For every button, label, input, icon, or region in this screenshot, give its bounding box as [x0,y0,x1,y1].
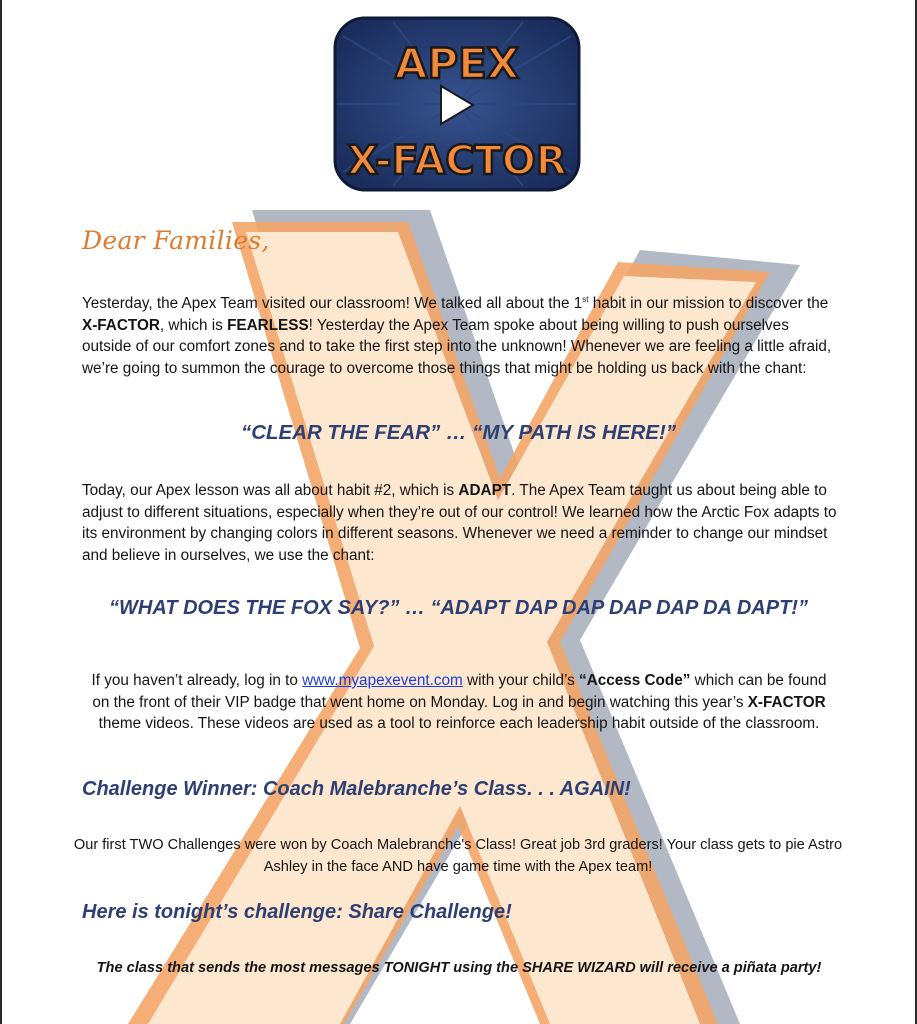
p3-text-4: theme videos. These videos are used as a tool to reinforce each leadership habit outside of the classroom. [98,715,820,733]
p1-bold-xfactor: X-FACTOR [82,316,160,334]
p3-text-2: with your child’s [462,672,580,689]
logo-line2: X-FACTOR [347,138,567,184]
p1-text-1: Yesterday, the Apex Team visited our classroom! We talked all about the 1 [82,295,583,313]
apex-event-link[interactable]: www.myapexevent.com [302,672,463,689]
p2-bold-adapt: ADAPT [458,482,512,499]
p3-text-1: If you haven’t already, log in to [91,672,303,689]
p3-bold-access-code: “Access Code” [579,672,691,689]
p1-text-3: , which is [159,316,228,334]
logo-line1: APEX [394,39,520,88]
paragraph-fearless [82,289,842,379]
heading-challenge-winner: Challenge Winner: Coach Malebranche’s Class. . . AGAIN! [82,778,631,800]
p1-bold-fearless: FEARLESS [227,316,309,334]
heading-share-challenge: Here is tonight’s challenge: Share Challenge! [82,901,512,923]
greeting: Dear Families, [82,226,270,255]
paragraph-adapt [82,480,842,566]
p2-text-2: . The Apex Team taught us about being able to adjust to different situations, especially when they’re out of our control! We learned how the Arctic Fox adapts to its environment by changing colors in different seasons. Whenever we need a reminder to change our mindset and believe in ourselves, we use the chant: [82,482,837,564]
p2-text-1: Today, our Apex lesson was all about habit #2, which is [82,482,459,499]
p1-text-2: habit in our mission to discover the [588,295,829,313]
chant-clear-the-fear: “CLEAR THE FEAR” … “MY PATH IS HERE!” [240,421,677,444]
p1-sup: st [582,295,589,304]
paragraph-pinata: The class that sends the most messages TONIGHT using the SHARE WIZARD will receive a piñata party! [96,960,822,976]
paragraph-winner: Our first TWO Challenges were won by Coach Malebranche's Class! Great job 3rd graders! Your class gets to pie Astro Ashley in the face AND have game time with the Apex team! [73,837,843,875]
p3-bold-xfactor: X-FACTOR [747,693,826,711]
p3-text-3: which can be found on the front of their VIP badge that went home on Monday. Log in and begin watching this year’s [92,672,827,711]
paragraph-login [82,670,836,735]
p1-text-4: ! Yesterday the Apex Team spoke about being willing to push ourselves outside of our comfort zones and to take the first step into the unknown! Whenever we are feeling a little afraid, we’re going to summon the courage to overcome those things that might be holding us back with the chant: [82,316,832,377]
chant-fox: “WHAT DOES THE FOX SAY?” … “ADAPT DAP DAP DAP DAP DA DAPT!” [109,597,808,619]
